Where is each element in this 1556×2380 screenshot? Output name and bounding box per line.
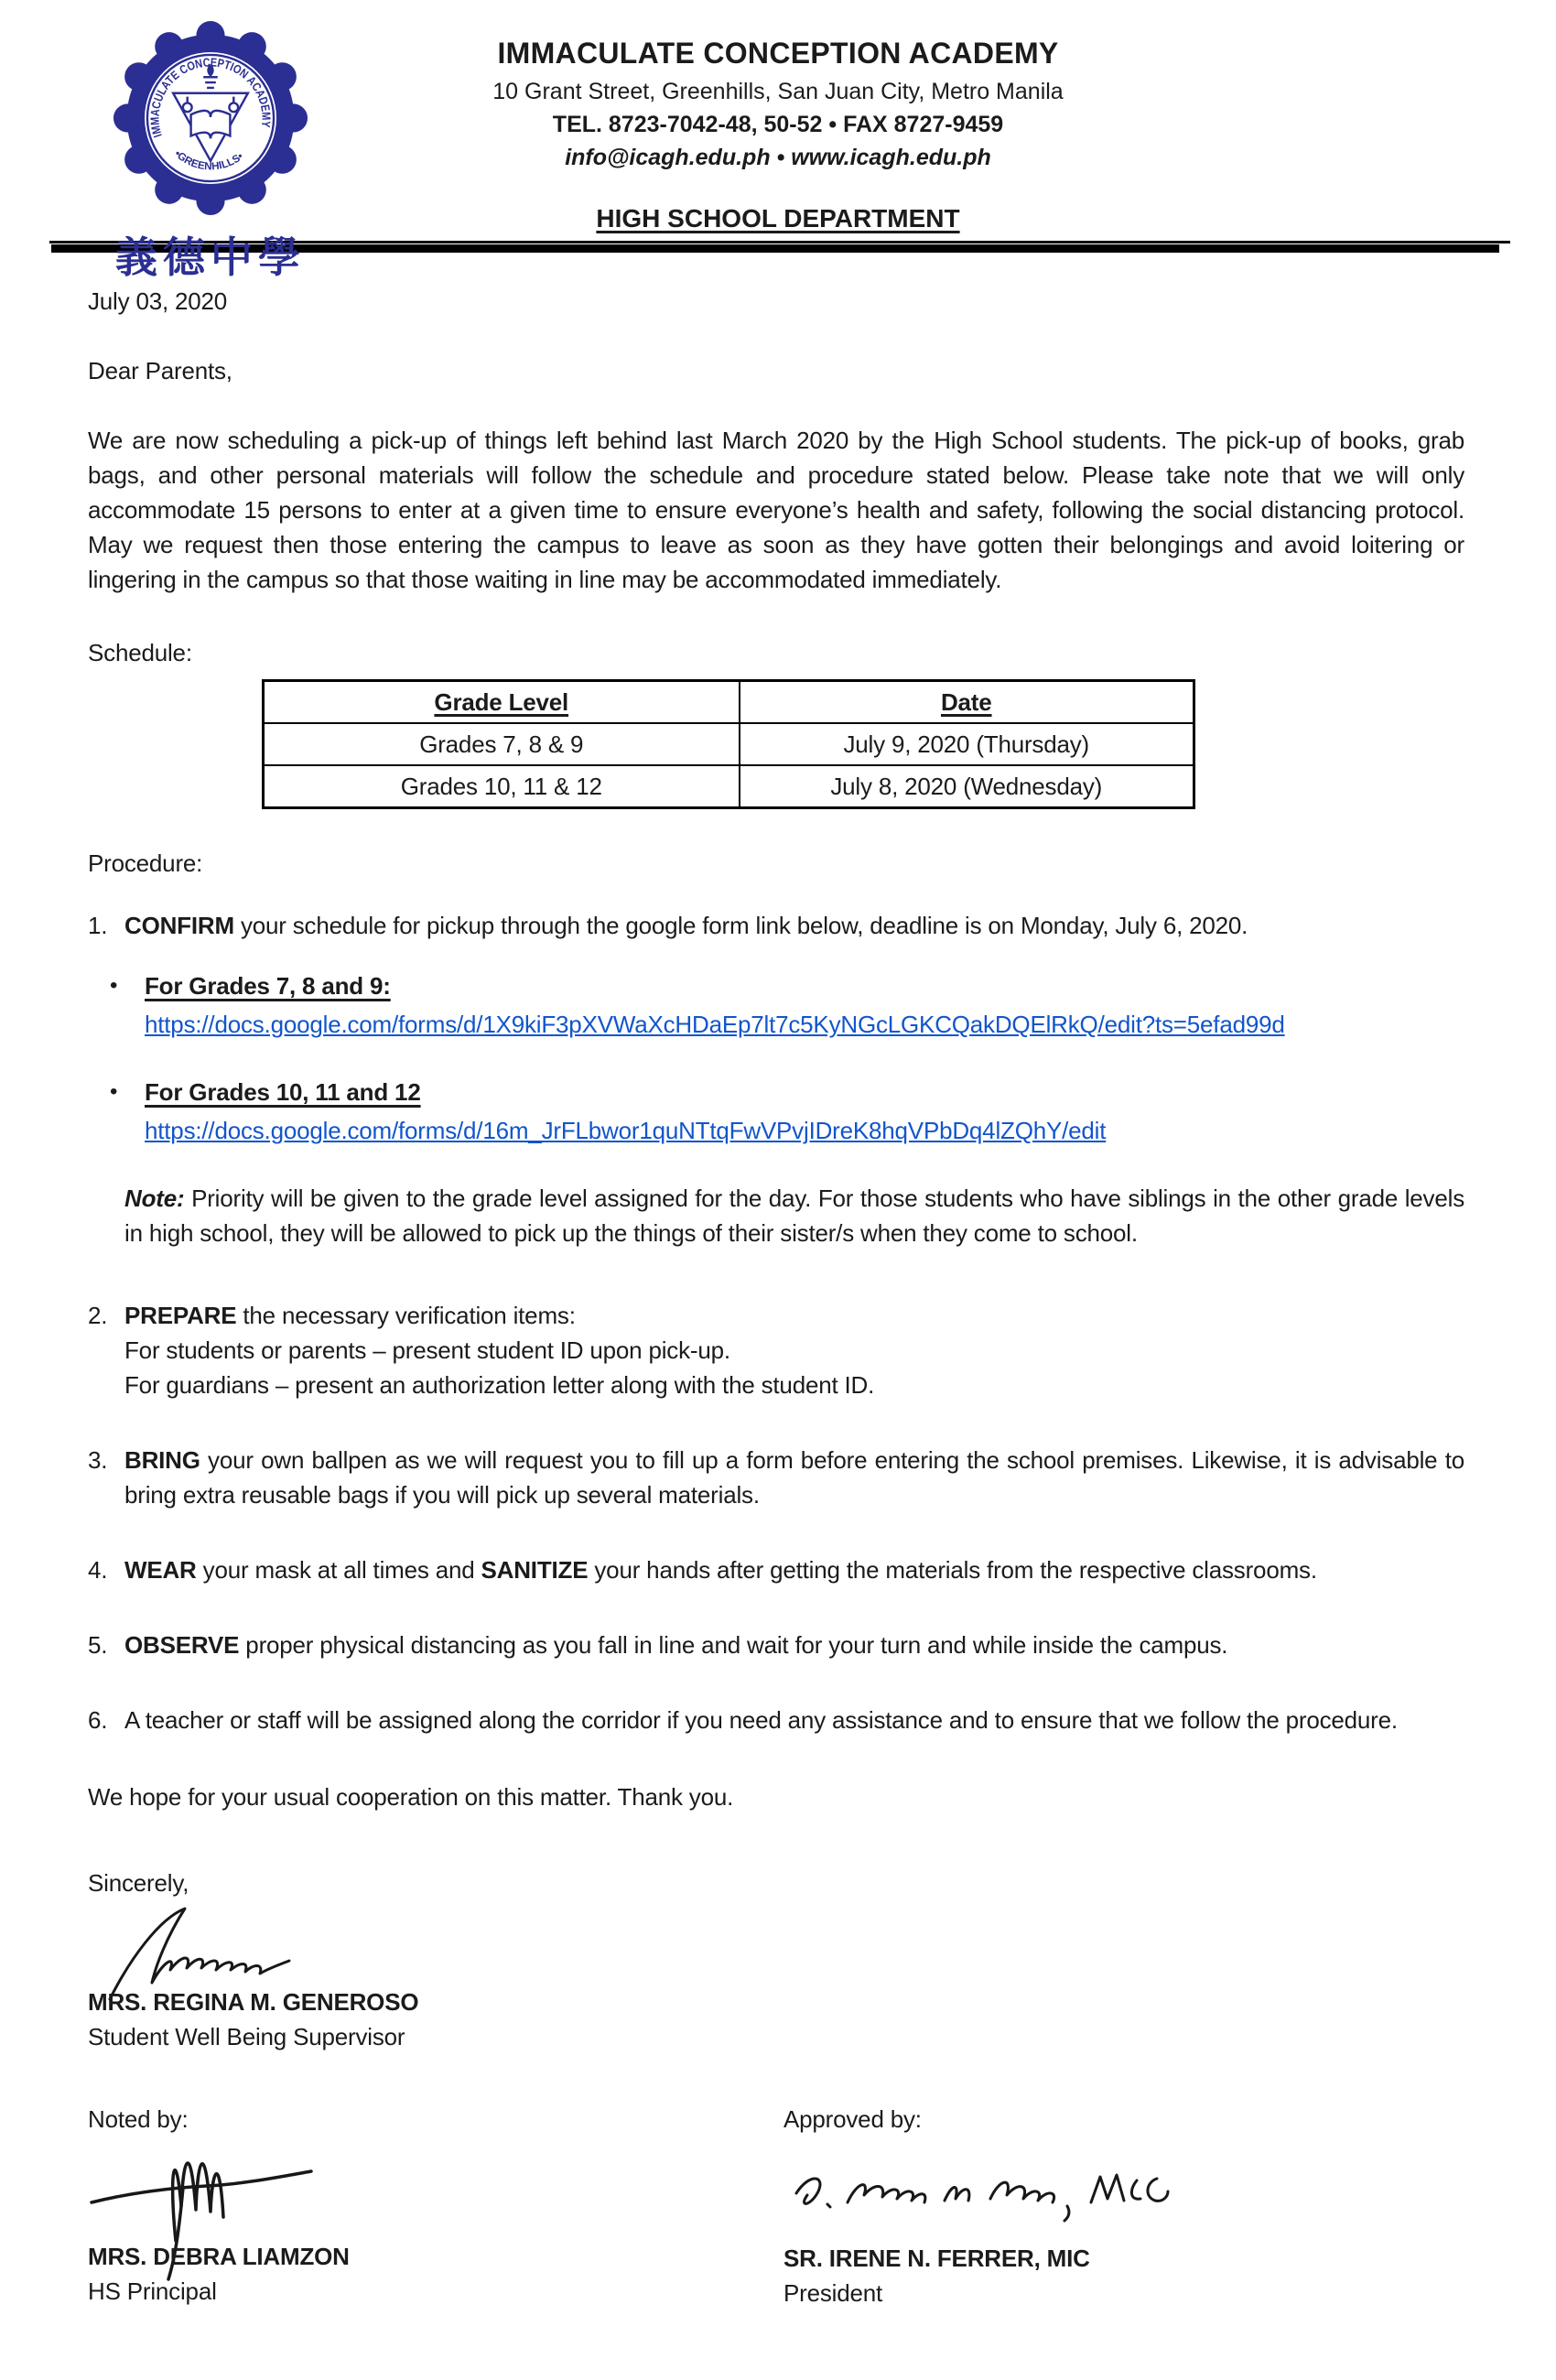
letter-body [0, 284, 1556, 2310]
approved-by-block [783, 2102, 1464, 2310]
item-body-text: your own ballpen as we will request you to fill up a form before entering the school premises. Likewise, it is advisable to bring extra reusable bags if you will pick up several materials. [124, 1446, 1464, 1509]
bullet-grades-7-8-9 [110, 968, 1464, 1042]
item-lead-word: SANITIZE [481, 1556, 589, 1584]
seal-arc-text-bottom: •GREENHILLS• [172, 147, 246, 173]
signatory-title: Student Well Being Supervisor [88, 2023, 405, 2050]
salutation: Dear Parents, [88, 357, 232, 384]
noted-by-label: Noted by: [88, 2105, 189, 2133]
seal-arc-text-top: IMMACULATE CONCEPTION ACADEMY [147, 55, 274, 140]
item-number: 3. [88, 1446, 108, 1474]
footer-signature-columns [88, 2102, 1464, 2310]
bullet-grades-10-11-12 [110, 1075, 1464, 1148]
note-spacer [88, 1181, 124, 1250]
procedure-label: Procedure: [88, 849, 203, 877]
schedule-cell-date: July 8, 2020 (Wednesday) [740, 765, 1194, 808]
department-title: HIGH SCHOOL DEPARTMENT [596, 204, 960, 233]
signatory-name: SR. IRENE N. FERRER, MIC [783, 2245, 1090, 2272]
school-seal-icon [113, 20, 308, 216]
note-text [124, 1181, 1464, 1250]
item-lead-word: CONFIRM [124, 912, 234, 939]
item-text [124, 1628, 1464, 1662]
bullet-label: For Grades 10, 11 and 12 [145, 1078, 421, 1106]
procedure-item-1 [88, 908, 1464, 943]
signoff: Sincerely, [88, 1869, 189, 1897]
procedure-item-4 [88, 1552, 1464, 1587]
school-address: 10 Grant Street, Greenhills, San Juan City, Metro Manila [492, 79, 1064, 104]
procedure-item-5 [88, 1628, 1464, 1662]
item-body-text: the necessary verification items: [236, 1302, 576, 1329]
item-lead-word: BRING [124, 1446, 200, 1474]
item-subline: For guardians – present an authorization letter along with the student ID. [124, 1371, 875, 1399]
school-chinese-name: 義德中學 [115, 233, 306, 282]
schedule-table [262, 679, 1195, 809]
schedule-header-date: Date [740, 681, 1194, 724]
schedule-cell-grade: Grades 10, 11 & 12 [264, 765, 740, 808]
item-number: 5. [88, 1631, 108, 1659]
bullet-body [145, 1075, 1464, 1148]
signatory-title: President [783, 2279, 883, 2307]
school-name: IMMACULATE CONCEPTION ACADEMY [497, 37, 1059, 70]
item-body-text: your schedule for pickup through the google form link below, deadline is on Monday, July 6, 2020. [233, 912, 1248, 939]
bullet-label: For Grades 7, 8 and 9: [145, 972, 391, 1000]
note-body-text: Priority will be given to the grade level assigned for the day. For those students who have siblings in the other grade levels in high school, they will be allowed to pick up the things of their sister/s when they come to school. [124, 1185, 1464, 1247]
item-subline: For students or parents – present student ID upon pick-up. [124, 1336, 730, 1364]
procedure-item-3 [88, 1443, 1464, 1512]
signature-ferrer-image [783, 2149, 1464, 2241]
noted-by-block [88, 2102, 783, 2310]
item-text [124, 1443, 1464, 1512]
note-lead-word: Note: [124, 1185, 185, 1212]
item-text: A teacher or staff will be assigned along the corridor if you need any assistance and to ensure that we follow the procedure. [124, 1706, 1398, 1734]
bullet-body [145, 968, 1464, 1042]
schedule-cell-date: July 9, 2020 (Thursday) [740, 723, 1194, 765]
google-form-link-grades-10-12[interactable]: https://docs.google.com/forms/d/16m_JrFLbwor1quNTtqFwVPvjIDreK8hqVPbDq4lZQhY/edit [145, 1117, 1107, 1144]
school-email-website: info@icagh.edu.ph • www.icagh.edu.ph [565, 145, 991, 170]
item-text [124, 1552, 1464, 1587]
signatory-name: MRS. REGINA M. GENEROSO [88, 1988, 419, 2016]
item-text [124, 908, 1464, 943]
google-form-link-grades-7-9[interactable]: https://docs.google.com/forms/d/1X9kiF3pXVWaXcHDaEp7lt7c5KyNGcLGKCQakDQElRkQ/edit?ts=5efad99d [145, 1011, 1285, 1038]
note-paragraph [88, 1181, 1464, 1250]
item-lead-word: OBSERVE [124, 1631, 240, 1659]
item-lead-word: PREPARE [124, 1302, 237, 1329]
school-phone-fax: TEL. 8723-7042-48, 50-52 • FAX 8727-9459 [552, 112, 1004, 137]
signatory-name: MRS. DEBRA LIAMZON [88, 2243, 350, 2270]
procedure-item-2 [88, 1298, 1464, 1402]
schedule-header-row [264, 681, 1194, 724]
schedule-cell-grade: Grades 7, 8 & 9 [264, 723, 740, 765]
letter-date: July 03, 2020 [88, 287, 228, 315]
item-body-text: proper physical distancing as you fall in line and wait for your turn and while inside the campus. [239, 1631, 1228, 1659]
item-number: 1. [88, 912, 108, 939]
bullet-icon: • [110, 1079, 118, 1104]
intro-paragraph: We are now scheduling a pick-up of things left behind last March 2020 by the High School students. The pick-up of books, grab bags, and other personal materials will follow the schedule and procedure stated below. Please take note that we will only accommodate 15 persons to enter at a given time to ensure everyone’s health and safety, following the social distancing protocol. May we request then those entering the campus to leave as soon as they have gotten their belongings and avoid loitering or lingering in the campus so that those waiting in line may be accommodated immediately. [88, 427, 1464, 593]
schedule-header-grade: Grade Level [264, 681, 740, 724]
item-body-text: your hands after getting the materials from the respective classrooms. [588, 1556, 1317, 1584]
item-number: 6. [88, 1706, 108, 1734]
bullet-icon: • [110, 973, 118, 998]
table-row [264, 723, 1194, 765]
approved-by-label: Approved by: [783, 2105, 922, 2133]
procedure-item-6 [88, 1703, 1464, 1737]
item-number: 2. [88, 1302, 108, 1329]
schedule-label: Schedule: [88, 639, 192, 666]
table-row [264, 765, 1194, 808]
closing-line: We hope for your usual cooperation on this matter. Thank you. [88, 1783, 734, 1811]
item-text [124, 1298, 1464, 1402]
signatory-title: HS Principal [88, 2277, 217, 2305]
school-logo-block [101, 20, 320, 285]
item-lead-word: WEAR [124, 1556, 197, 1584]
item-body-text: your mask at all times and [196, 1556, 481, 1584]
item-number: 4. [88, 1556, 108, 1584]
